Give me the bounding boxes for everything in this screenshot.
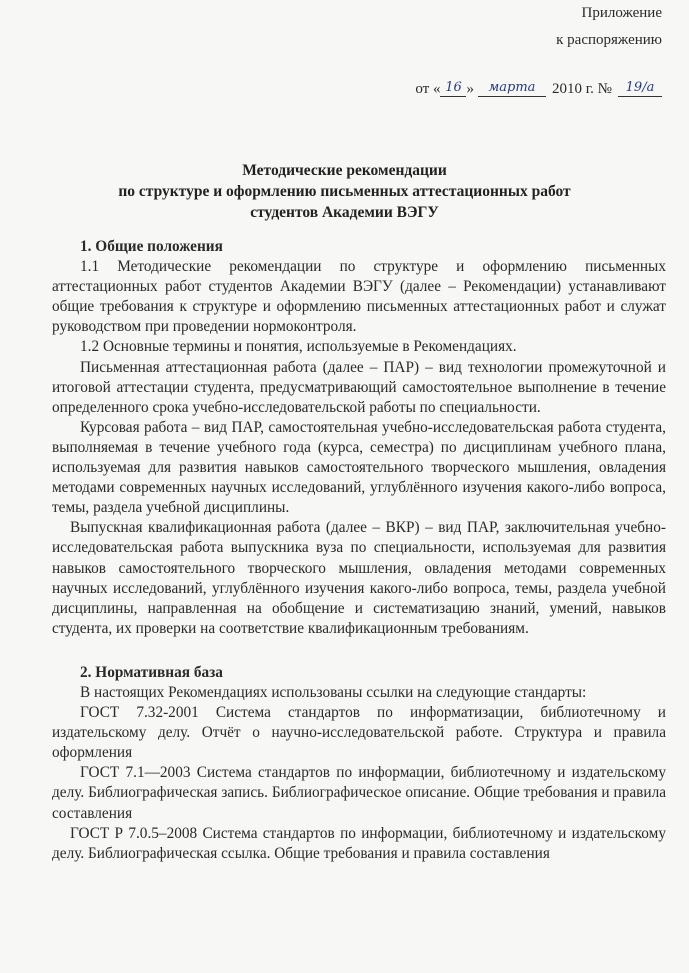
paragraph: Письменная аттестационная работа (далее – ПАР) – вид технологии промежуточной и итоговой аттестации студента, предусматривающий самостоятельное выполнение в течение определенного срока учебно-исследовательской работы по специальности.	[52, 358, 666, 416]
order-reference: к распоряжению	[556, 32, 662, 48]
standard-entry: ГОСТ 7.1—2003 Система стандартов по информации, библиотечному и издательскому делу. Библиографическая запись. Библиографическое описание. Общие требования и правила составления	[52, 764, 666, 822]
handwritten-number: 19/а	[618, 80, 662, 97]
paragraph: 1.2 Основные термины и понятия, используемые в Рекомендациях.	[80, 338, 517, 356]
paragraph: Выпускная квалификационная работа (далее – ВКР) – вид ПАР, заключительная учебно-исследовательская работа выпускника вуза по специальности, используемая для развития навыков самостоятельного творческого мышления, овладения методами современных научных исследований, углублённого изучения какого-либо вопроса, темы, раздела учебной дисциплины, направленная на обобщение и систематизацию знаний, умений, навыков студента, их проверки на соответствие квалификационным требованиям.	[52, 519, 666, 637]
title-line-1: Методические рекомендации	[242, 162, 447, 179]
paragraph: 1.1 Методические рекомендации по структуре и оформлению письменных аттестационных работ студентов Академии ВЭГУ (далее – Рекомендации) устанавливают общие требования к структуре и оформлению письменных аттестационных работ и служат руководством при проведении нормоконтроля.	[52, 258, 666, 336]
section-heading-normative: 2. Нормативная база	[80, 663, 223, 681]
date-quote-close: »	[466, 81, 474, 97]
paragraph: Курсовая работа – вид ПАР, самостоятельная учебно-исследовательская работа студента, выполняемая в течение учебного года (курса, семестра) по дисциплинам учебного плана, используемая для развития навыков самостоятельного творческого мышления, овладения методами современных научных исследований, углублённого изучения какого-либо вопроса, темы, раздела учебной дисциплины.	[52, 418, 666, 517]
section-spacer	[52, 639, 666, 663]
title-line-2: по структуре и оформлению письменных аттестационных работ	[118, 183, 571, 200]
document-body	[52, 237, 666, 864]
paragraph: В настоящих Рекомендациях использованы ссылки на следующие стандарты:	[80, 683, 587, 701]
standard-entry: ГОСТ Р 7.0.5–2008 Система стандартов по информации, библиотечному и издательскому делу. Библиографическая ссылка. Общие требования и правила составления	[52, 824, 666, 862]
title-line-3: студентов Академии ВЭГУ	[250, 204, 439, 221]
date-prefix: от «	[415, 81, 441, 97]
handwritten-day: 16	[440, 80, 466, 97]
section-heading-general: 1. Общие положения	[80, 238, 223, 255]
appendix-label: Приложение	[581, 5, 662, 21]
year-and-number-label: 2010 г. №	[551, 81, 612, 97]
document-title	[0, 160, 689, 223]
standard-entry: ГОСТ 7.32-2001 Система стандартов по информатизации, библиотечному и издательскому делу. Отчёт о научно-исследовательской работе. Структура и правила оформления	[52, 704, 666, 762]
order-date-line	[415, 80, 662, 97]
handwritten-month: марта	[478, 80, 546, 97]
